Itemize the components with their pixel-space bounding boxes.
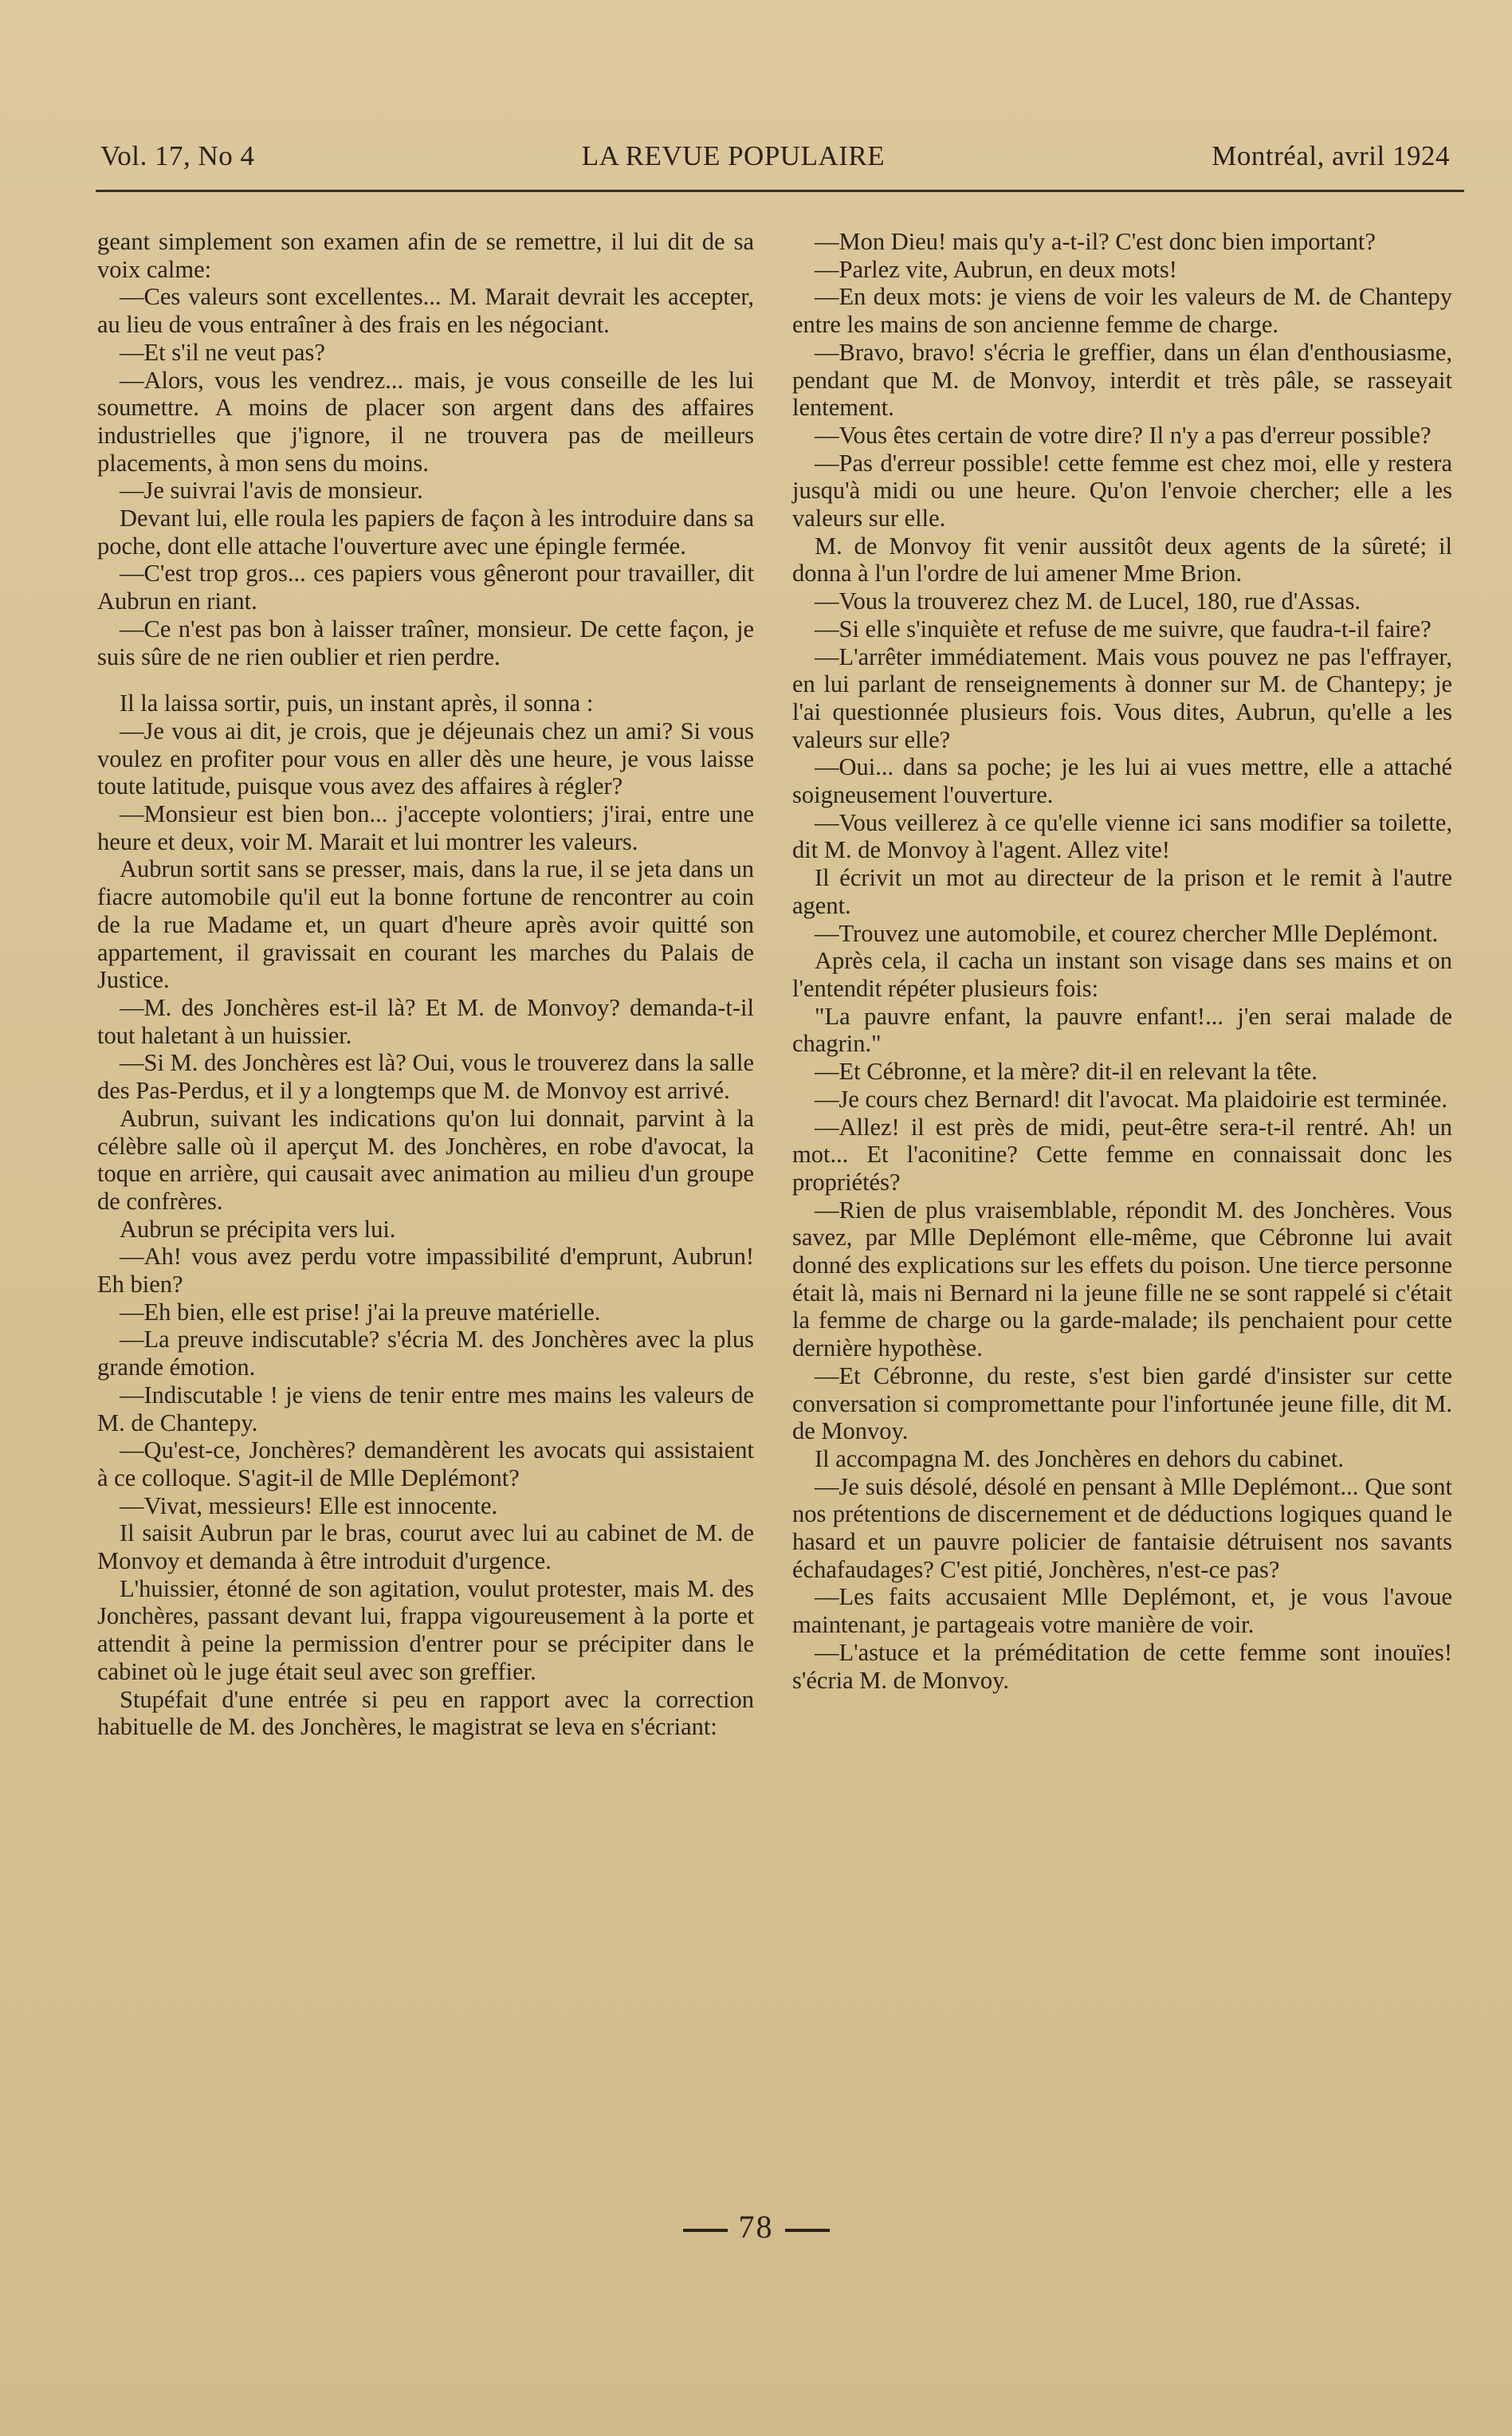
paragraph: —Rien de plus vraisemblable, répondit M. des Jonchères. Vous savez, par Mlle Deplémont elle-même, que Cébronne lui avait donné des explications sur les effets du poison. Une tierce personne était là, mais ni Bernard ni la jeune fille ne se sont rappelé si c'était la femme de charge ou la garde-malade; ils penchaient pour cette dernière hypothèse.: [792, 1196, 1452, 1362]
paragraph: Devant lui, elle roula les papiers de façon à les introduire dans sa poche, dont elle attache l'ouverture avec une épingle fermée.: [97, 505, 754, 560]
volume-number: Vol. 17, No 4: [100, 140, 255, 171]
paragraph: —Mon Dieu! mais qu'y a-t-il? C'est donc bien important?: [815, 228, 1376, 255]
paragraph: Il la laissa sortir, puis, un instant après, il sonna :: [120, 690, 594, 717]
paragraph: —Oui... dans sa poche; je les lui ai vues mettre, elle a attaché soigneusement l'ouverture.: [792, 753, 1452, 809]
paragraph: Aubrun se précipita vers lui.: [120, 1215, 396, 1243]
paragraph: —Ces valeurs sont excellentes... M. Marait devrait les accepter, au lieu de vous entraîner à des frais en les négociant.: [97, 283, 754, 339]
paragraph: —Et Cébronne, du reste, s'est bien gardé d'insister sur cette conversation si compromettante pour l'infortunée jeune fille, dit M. de Monvoy.: [792, 1361, 1452, 1445]
paragraph: —Trouvez une automobile, et courez chercher Mlle Deplémont.: [815, 919, 1439, 947]
journal-title: LA REVUE POPULAIRE: [581, 140, 886, 171]
paragraph: L'huissier, étonné de son agitation, voulut protester, mais M. des Jonchères, passant devant lui, frappa vigoureusement à la porte et attendit à peine la permission d'entrer pour se précipiter dans le cabinet où le juge était seul avec son greffier.: [97, 1574, 754, 1685]
paragraph: —Bravo, bravo! s'écria le greffier, dans un élan d'enthousiasme, pendant que M. de Monvoy, interdit et très pâle, se rasseyait lentement.: [792, 338, 1452, 422]
paragraph: —Je cours chez Bernard! dit l'avocat. Ma plaidoirie est terminée.: [815, 1085, 1447, 1113]
paragraph: —Ah! vous avez perdu votre impassibilité d'emprunt, Aubrun! Eh bien?: [97, 1243, 754, 1299]
paragraph: Aubrun, suivant les indications qu'on lui donnait, parvint à la célèbre salle où il aperçut M. des Jonchères, en robe d'avocat, la toque en arrière, qui causait avec animation au milieu d'un groupe de confrères.: [97, 1104, 754, 1215]
paragraph: geant simplement son examen afin de se remettre, il lui dit de sa voix calme:: [97, 228, 754, 283]
paragraph: Il accompagna M. des Jonchères en dehors du cabinet.: [815, 1444, 1344, 1472]
place-date: Montréal, avril 1924: [1212, 140, 1450, 171]
left-column: [97, 228, 754, 1741]
folio-dash-left: [683, 2229, 728, 2232]
paragraph: —Et s'il ne veut pas?: [120, 338, 325, 366]
paragraph: —La preuve indiscutable? s'écria M. des Jonchères avec la plus grande émotion.: [97, 1326, 754, 1381]
paragraph: —Vous êtes certain de votre dire? Il n'y a pas d'erreur possible?: [815, 421, 1431, 449]
paragraph: —Eh bien, elle est prise! j'ai la preuve matérielle.: [120, 1298, 601, 1326]
paragraph: Après cela, il cacha un instant son visage dans ses mains et on l'entendit répéter plusieurs fois:: [792, 947, 1452, 1002]
paragraph: —Et Cébronne, et la mère? dit-il en relevant la tête.: [815, 1058, 1318, 1086]
page-number-value: 78: [738, 2209, 774, 2245]
paragraph: —Vous veillerez à ce qu'elle vienne ici sans modifier sa toilette, dit M. de Monvoy à l'agent. Allez vite!: [792, 808, 1452, 864]
paragraph: —Parlez vite, Aubrun, en deux mots!: [815, 255, 1177, 283]
header-rule: [96, 190, 1464, 192]
paragraph: Stupéfait d'une entrée si peu en rapport avec la correction habituelle de M. des Jonchères, le magistrat se leva en s'écriant:: [97, 1685, 754, 1741]
paragraph: —Pas d'erreur possible! cette femme est chez moi, elle y restera jusqu'à midi ou une heure. Qu'on l'envoie chercher; elle a les valeurs sur elle.: [792, 449, 1452, 532]
quoted-line: "La pauvre enfant, la pauvre enfant!... j'en serai malade de chagrin.": [792, 1002, 1452, 1058]
paragraph: —Allez! il est près de midi, peut-être sera-t-il rentré. Ah! un mot... Et l'aconitine? Cette femme en connaissait donc les propriétés?: [792, 1113, 1452, 1196]
paragraph: —En deux mots: je viens de voir les valeurs de M. de Chantepy entre les mains de son ancienne femme de charge.: [792, 283, 1452, 339]
paragraph: —L'arrêter immédiatement. Mais vous pouvez ne pas l'effrayer, en lui parlant de renseignements à donner sur M. de Chantepy; je l'ai questionnée plusieurs fois. Vous dites, Aubrun, qu'elle a les valeurs sur elle?: [792, 642, 1452, 753]
paragraph: —Qu'est-ce, Jonchères? demandèrent les avocats qui assistaient à ce colloque. S'agit-il de Mlle Deplémont?: [97, 1436, 754, 1491]
paragraph: —Ce n'est pas bon à laisser traîner, monsieur. De cette façon, je suis sûre de ne rien oublier et rien perdre.: [97, 615, 754, 670]
paragraph: —Indiscutable ! je viens de tenir entre mes mains les valeurs de M. de Chantepy.: [97, 1381, 754, 1436]
paragraph: —Vous la trouverez chez M. de Lucel, 180, rue d'Assas.: [815, 587, 1361, 615]
right-column: [792, 228, 1452, 1694]
paragraph: —Je suis désolé, désolé en pensant à Mlle Deplémont... Que sont nos prétentions de discernement et de déductions logiques quand le hasard et un pauvre policier de fantaisie détruisent nos savants échafaudages? C'est pitié, Jonchères, n'est-ce pas?: [792, 1472, 1452, 1583]
paragraph: —Si elle s'inquiète et refuse de me suivre, que faudra-t-il faire?: [815, 615, 1431, 642]
folio-dash-right: [785, 2229, 830, 2232]
paragraph: M. de Monvoy fit venir aussitôt deux agents de la sûreté; il donna à l'un l'ordre de lui amener Mme Brion.: [792, 532, 1452, 587]
running-header: [100, 140, 1450, 172]
paragraph: —Alors, vous les vendrez... mais, je vous conseille de les lui soumettre. A moins de placer son argent dans des affaires industrielles que j'ignore, il ne trouvera pas de meilleurs placements, à mon sens du moins.: [97, 366, 754, 477]
paragraph: —M. des Jonchères est-il là? Et M. de Monvoy? demanda-t-il tout haletant à un huissier.: [97, 993, 754, 1049]
paragraph: —Je suivrai l'avis de monsieur.: [120, 477, 423, 505]
paragraph: —Les faits accusaient Mlle Deplémont, et, je vous l'avoue maintenant, je partageais votre manière de voir.: [792, 1583, 1452, 1639]
paragraph: Il saisit Aubrun par le bras, courut avec lui au cabinet de M. de Monvoy et demanda à être introduit d'urgence.: [97, 1519, 754, 1575]
paragraph: —Si M. des Jonchères est là? Oui, vous le trouverez dans la salle des Pas-Perdus, et il y a longtemps que M. de Monvoy est arrivé.: [97, 1049, 754, 1105]
paragraph: —C'est trop gros... ces papiers vous gêneront pour travailler, dit Aubrun en riant.: [97, 560, 754, 615]
paragraph: Aubrun sortit sans se presser, mais, dans la rue, il se jeta dans un fiacre automobile qu'il eut la bonne fortune de rencontrer au coin de la rue Madame et, un quart d'heure après avoir quitté son appartement, il gravissait en courant les marches du Palais de Justice.: [97, 855, 754, 994]
paragraph: —Vivat, messieurs! Elle est innocente.: [120, 1491, 498, 1519]
paragraph: Il écrivit un mot au directeur de la prison et le remit à l'autre agent.: [792, 864, 1452, 919]
page-number: [0, 2208, 1512, 2245]
paragraph: —L'astuce et la préméditation de cette femme sont inouïes! s'écria M. de Monvoy.: [792, 1638, 1452, 1694]
paragraph: —Je vous ai dit, je crois, que je déjeunais chez un ami? Si vous voulez en profiter pour vous en aller dès une heure, je vous laisse toute latitude, puisque vous avez des affaires à régler?: [97, 717, 754, 800]
paragraph: —Monsieur est bien bon... j'accepte volontiers; j'irai, entre une heure et deux, voir M. Marait et lui montrer les valeurs.: [97, 800, 754, 855]
